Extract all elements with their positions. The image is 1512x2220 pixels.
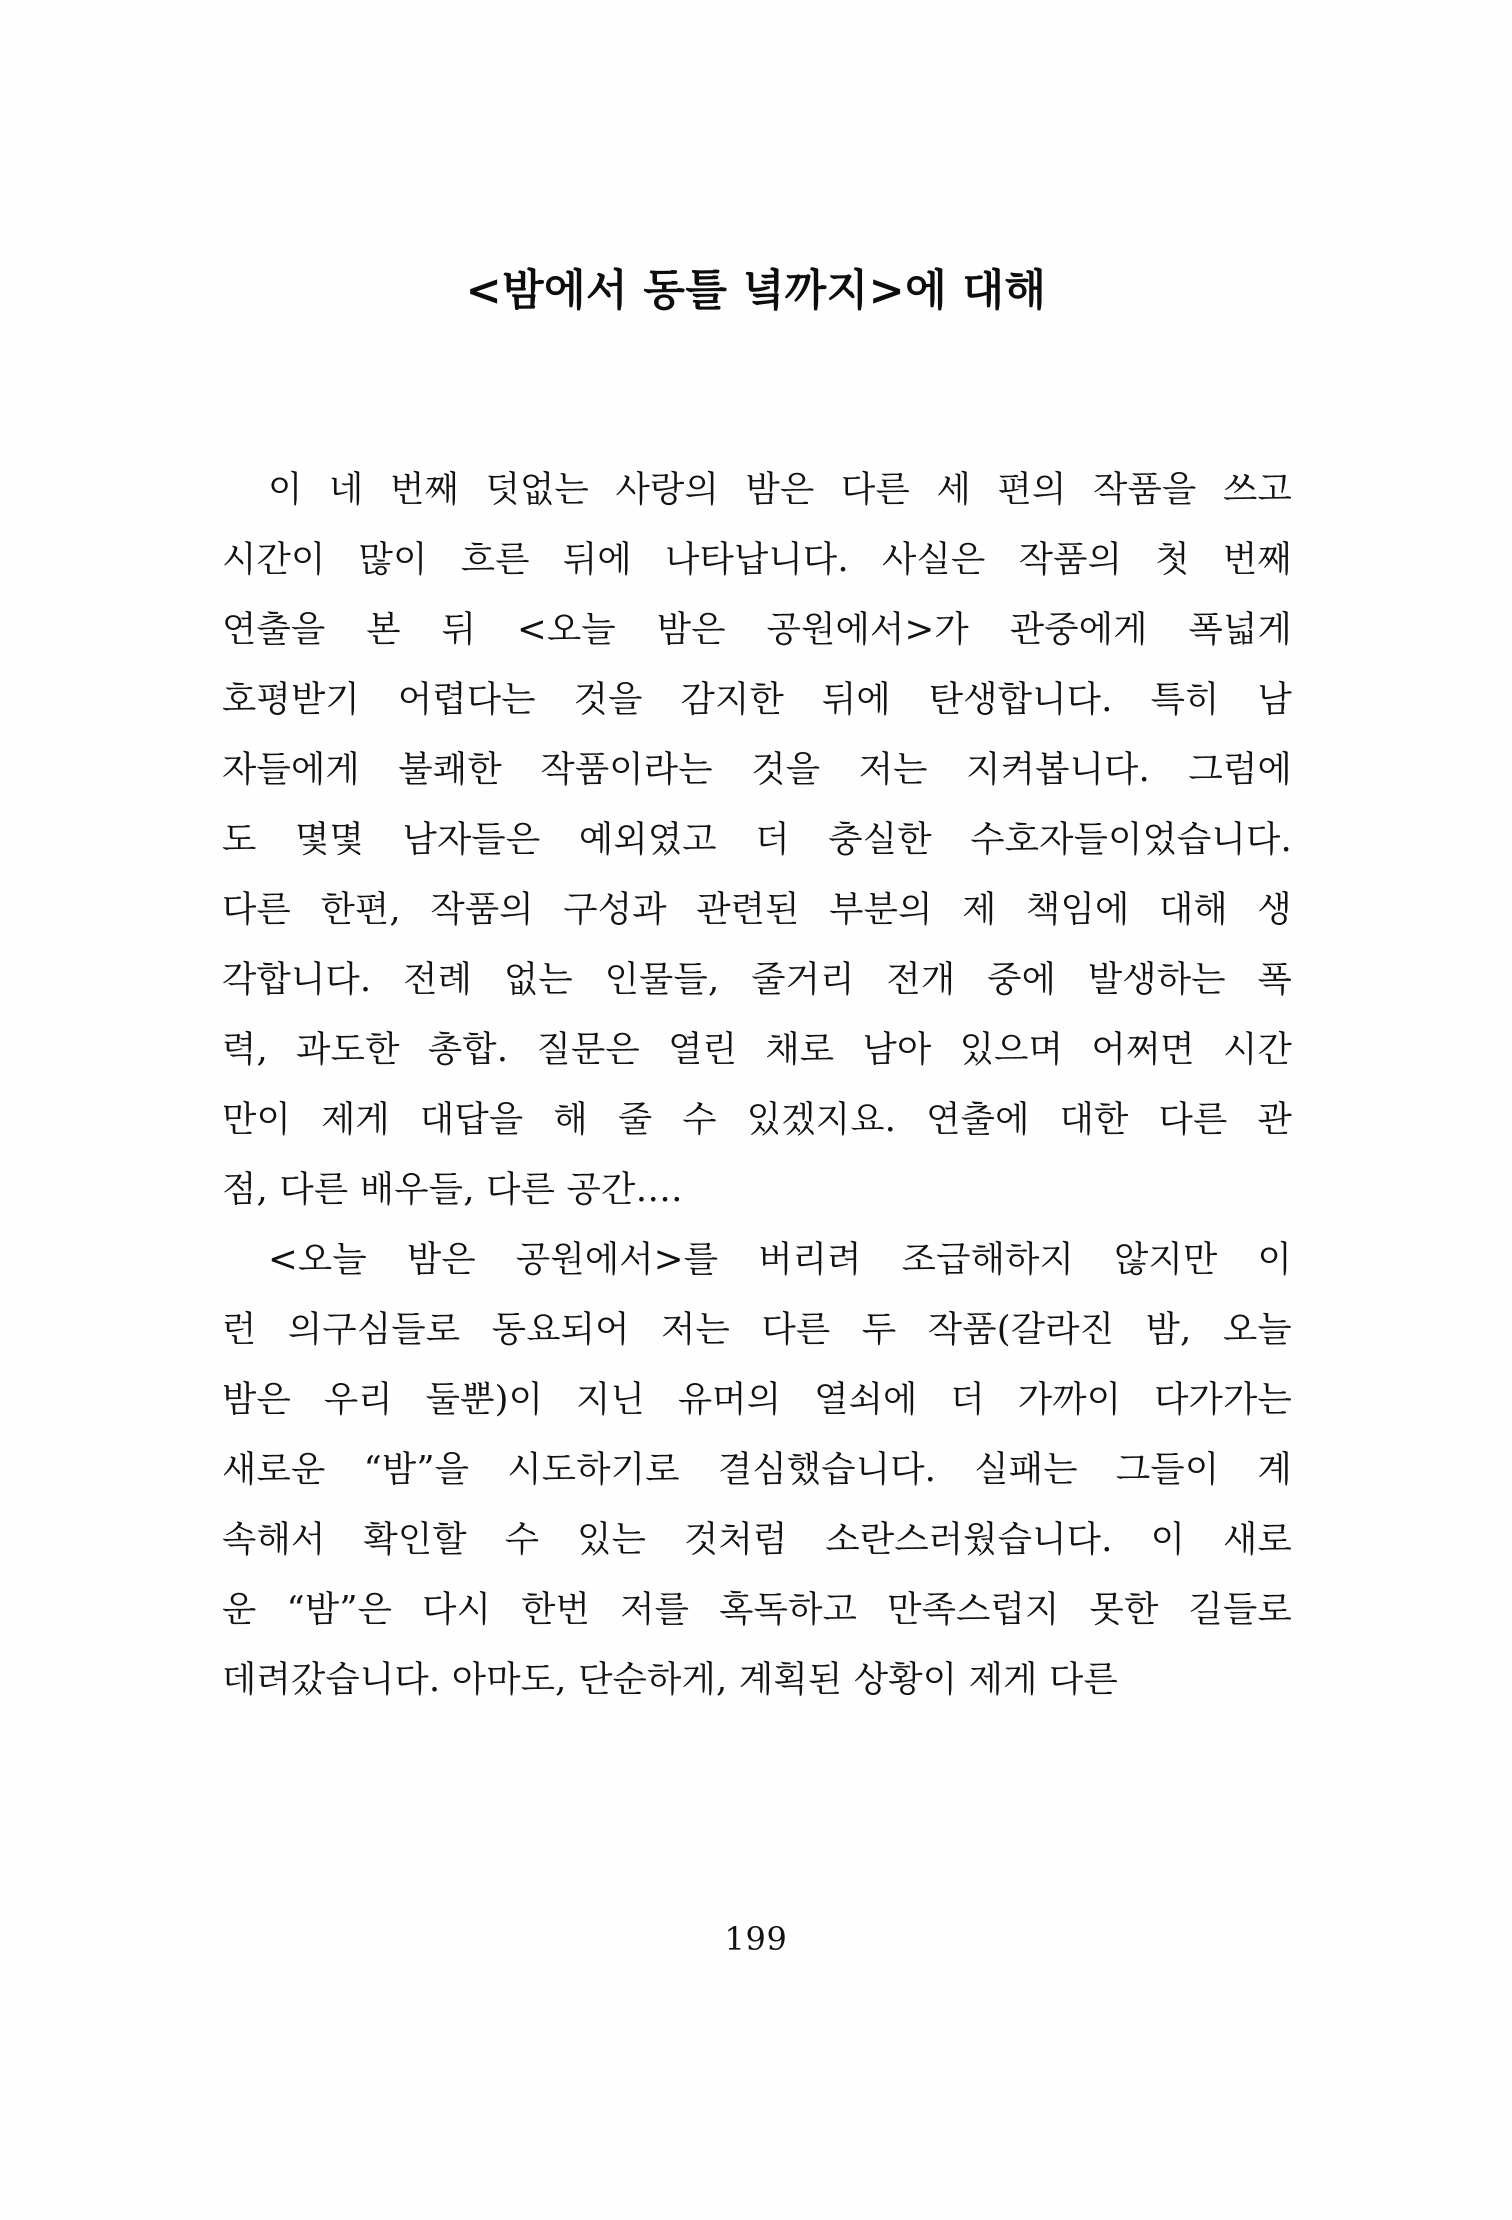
- paragraph-1: [222, 455, 1292, 1225]
- text-line: 만이 제게 대답을 해 줄 수 있겠지요. 연출에 대한 다른 관: [222, 1099, 1292, 1140]
- text-line: 자들에게 불쾌한 작품이라는 것을 저는 지켜봅니다. 그럼에: [222, 749, 1292, 790]
- text-line: 도 몇몇 남자들은 예외였고 더 충실한 수호자들이었습니다.: [222, 819, 1292, 860]
- body-text-block: [222, 455, 1292, 1715]
- text-line: 운 “밤”은 다시 한번 저를 혹독하고 만족스럽지 못한 길들로: [222, 1589, 1292, 1630]
- paragraph-2: [222, 1225, 1292, 1715]
- text-line: 점, 다른 배우들, 다른 공간….: [222, 1169, 683, 1210]
- text-line: 새로운 “밤”을 시도하기로 결심했습니다. 실패는 그들이 계: [222, 1449, 1292, 1490]
- text-line: 밤은 우리 둘뿐)이 지닌 유머의 열쇠에 더 가까이 다가가는: [222, 1379, 1292, 1420]
- text-line: 데려갔습니다. 아마도, 단순하게, 계획된 상황이 제게 다른: [222, 1659, 1118, 1700]
- text-line: 호평받기 어렵다는 것을 감지한 뒤에 탄생합니다. 특히 남: [222, 679, 1292, 720]
- text-line: 이 네 번째 덧없는 사랑의 밤은 다른 세 편의 작품을 쓰고: [268, 469, 1292, 510]
- text-line: 각합니다. 전례 없는 인물들, 줄거리 전개 중에 발생하는 폭: [222, 959, 1292, 1000]
- text-line: 다른 한편, 작품의 구성과 관련된 부분의 제 책임에 대해 생: [222, 889, 1292, 930]
- text-line: 연출을 본 뒤 <오늘 밤은 공원에서>가 관중에게 폭넓게: [222, 609, 1292, 650]
- page-number: 199: [724, 1920, 788, 1958]
- text-line: 력, 과도한 총합. 질문은 열린 채로 남아 있으며 어쩌면 시간: [222, 1029, 1292, 1070]
- page-title: <밤에서 동틀 녘까지>에 대해: [465, 265, 1047, 316]
- text-line: <오늘 밤은 공원에서>를 버리려 조급해하지 않지만 이: [268, 1239, 1292, 1280]
- text-line: 속해서 확인할 수 있는 것처럼 소란스러웠습니다. 이 새로: [222, 1519, 1292, 1560]
- text-line: 런 의구심들로 동요되어 저는 다른 두 작품(갈라진 밤, 오늘: [222, 1309, 1292, 1350]
- text-line: 시간이 많이 흐른 뒤에 나타납니다. 사실은 작품의 첫 번째: [222, 539, 1292, 580]
